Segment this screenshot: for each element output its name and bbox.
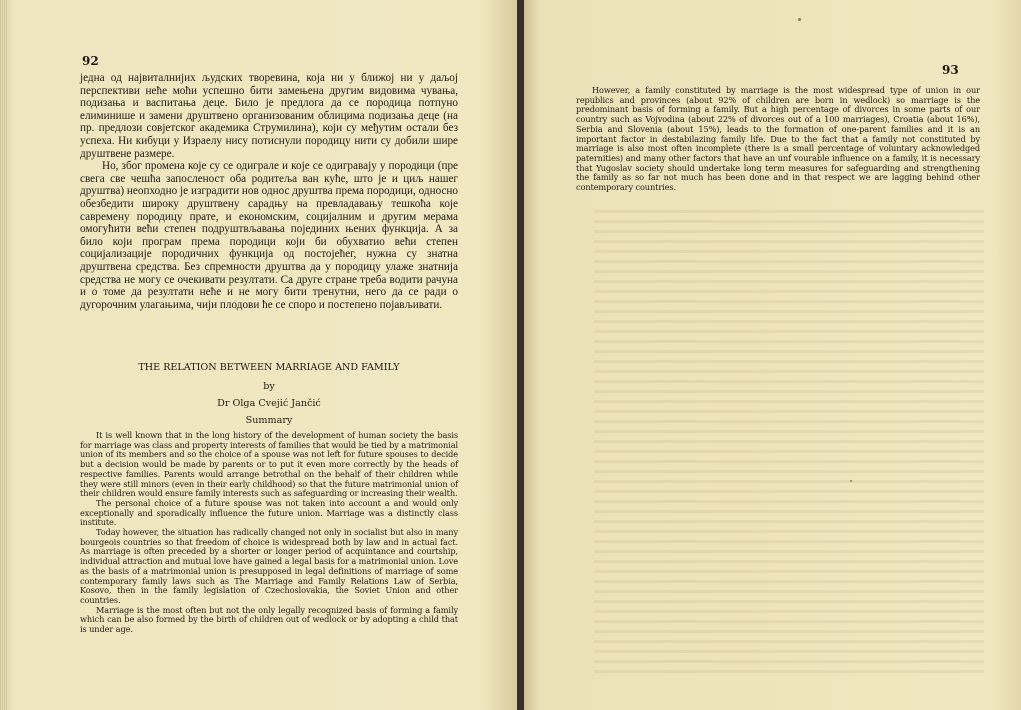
paragraph: The personal choice of a future spouse was not taken into account a and would only exceptionally and sporadically influence the future union. Marriage was a distinctly class institute. [80, 497, 458, 528]
summary-text [80, 431, 458, 635]
english-body-text [576, 86, 980, 193]
paragraph: једна од највиталнијих људских творевина, која ни у ближој ни у даљој перспективи неће моћи успешно бити замењена другим видовима чувања, подизања и васпитања деце. Било је предлога да се породица потпуно елиминише и замени друштвено организованим облицима подизања деце (на пр. предлози совјетског академика Струмилина), који су међутим остали без успеха. Ни кибуци у Израелу нису потиснули породицу нити су добили шире друштвене размере. [80, 72, 458, 160]
paper-speck [850, 480, 852, 482]
paragraph: Today however, the situation has radically changed not only in socialist but also in many bourgeois countries so that freedom of choice is widespread both by law and in actual fact. As marriage is often preceded by a shorter or longer period of acquintance and courtship, individual attraction and mutual love have gained a legal basis for a matrimonial union. Love as the basis of a matrimonial union is presupposed in legal definitions of marriage of some contemporary family laws such as The Marriage and Family Relations Law of Serbia, Kosovo, then in the family legislation of Czechoslovakia, the Soviet Union and other countries. [80, 527, 458, 605]
page-number: 93 [942, 63, 959, 77]
byline-by: by [263, 381, 275, 392]
right-page [524, 0, 1021, 710]
paragraph: Но, због промена које су се одиграле и које се одигравају у породици (пре свега све чешћа запосленост оба родитеља ван куће, што је и циљ нашег друштва) неопходно је изградити нов однос друштва према породици, односно обезбедити широку друштвену сарадњу на превладавању тешкоћа које савремену породицу прате, и економским, социјалним и другим мерама омогућити већи степен подруштвљавања појединих њених функција. А за било који програм према породици који би обухватио већи степен социјализације породичних функција од постојећег, нужна су знатна друштвена средства. Без спремности друштва да у породицу улаже знатнија средства не могу се очекивати резултати. Са друге стране треба водити рачуна и о томе да резултати неће и не могу бити тренутни, него да се ради о дугорочним улагањима, чији плодови ће се споро и постепено појављивати. [80, 160, 458, 311]
article-title: THE RELATION BETWEEN MARRIAGE AND FAMILY [138, 362, 400, 373]
page-number: 92 [82, 54, 99, 68]
page-edge [0, 0, 8, 710]
paragraph: However, a family constituted by marriage is the most widespread type of union in our republics and provinces (about 92% of children are born in wedlock) so marriage is the predominant basis of forming a family. But a high percentage of divorces in some parts of our country such as Vojvodina (about 22% of divorces out of a 100 marriages), Croatia (about 16%), Serbia and Slovenia (about 15%), leads to the formation of one-parent families and it is an important factor in destabilazing family life. Due to the fact that a family not constituted by marriage is also most often incomplete (there is a small percentage of voluntary acknowledged paternities) and many other factors that have an unf vourable influence on a family, it is necessary that Yugoslav society should undertake long term measures for safeguarding and strengthening the family as so far not much has been done and in that respect we are lagging behind other contemporary countries. [576, 85, 980, 193]
book-gutter [517, 0, 524, 710]
paragraph: It is well known that in the long history of the development of human society the basis for marriage was class and property interests of families that would be tied by a matrimonial union of its members and so the choice of a spouse was not left for future spouses to decide but a decision would be made by parents or to put it even more correctly by the heads of respective families. Parents would arrange betrothal on the behalf of their children while they were still minors (even in their early childhood) so that the future matrimonial union of their children would ensure family interests such as safeguarding or increasing their wealth. [80, 430, 458, 499]
summary-heading: Summary [245, 415, 293, 426]
cyrillic-body-text [80, 72, 458, 311]
paragraph: Marriage is the most often but not the only legally recognized basis of forming a family which can be also formed by the birth of children out of wedlock or by adopting a child that is under age. [80, 604, 458, 635]
author-name: Dr Olga Cvejić Jančić [217, 398, 321, 409]
paper-speck [798, 18, 801, 21]
bleed-through-text [594, 210, 984, 680]
